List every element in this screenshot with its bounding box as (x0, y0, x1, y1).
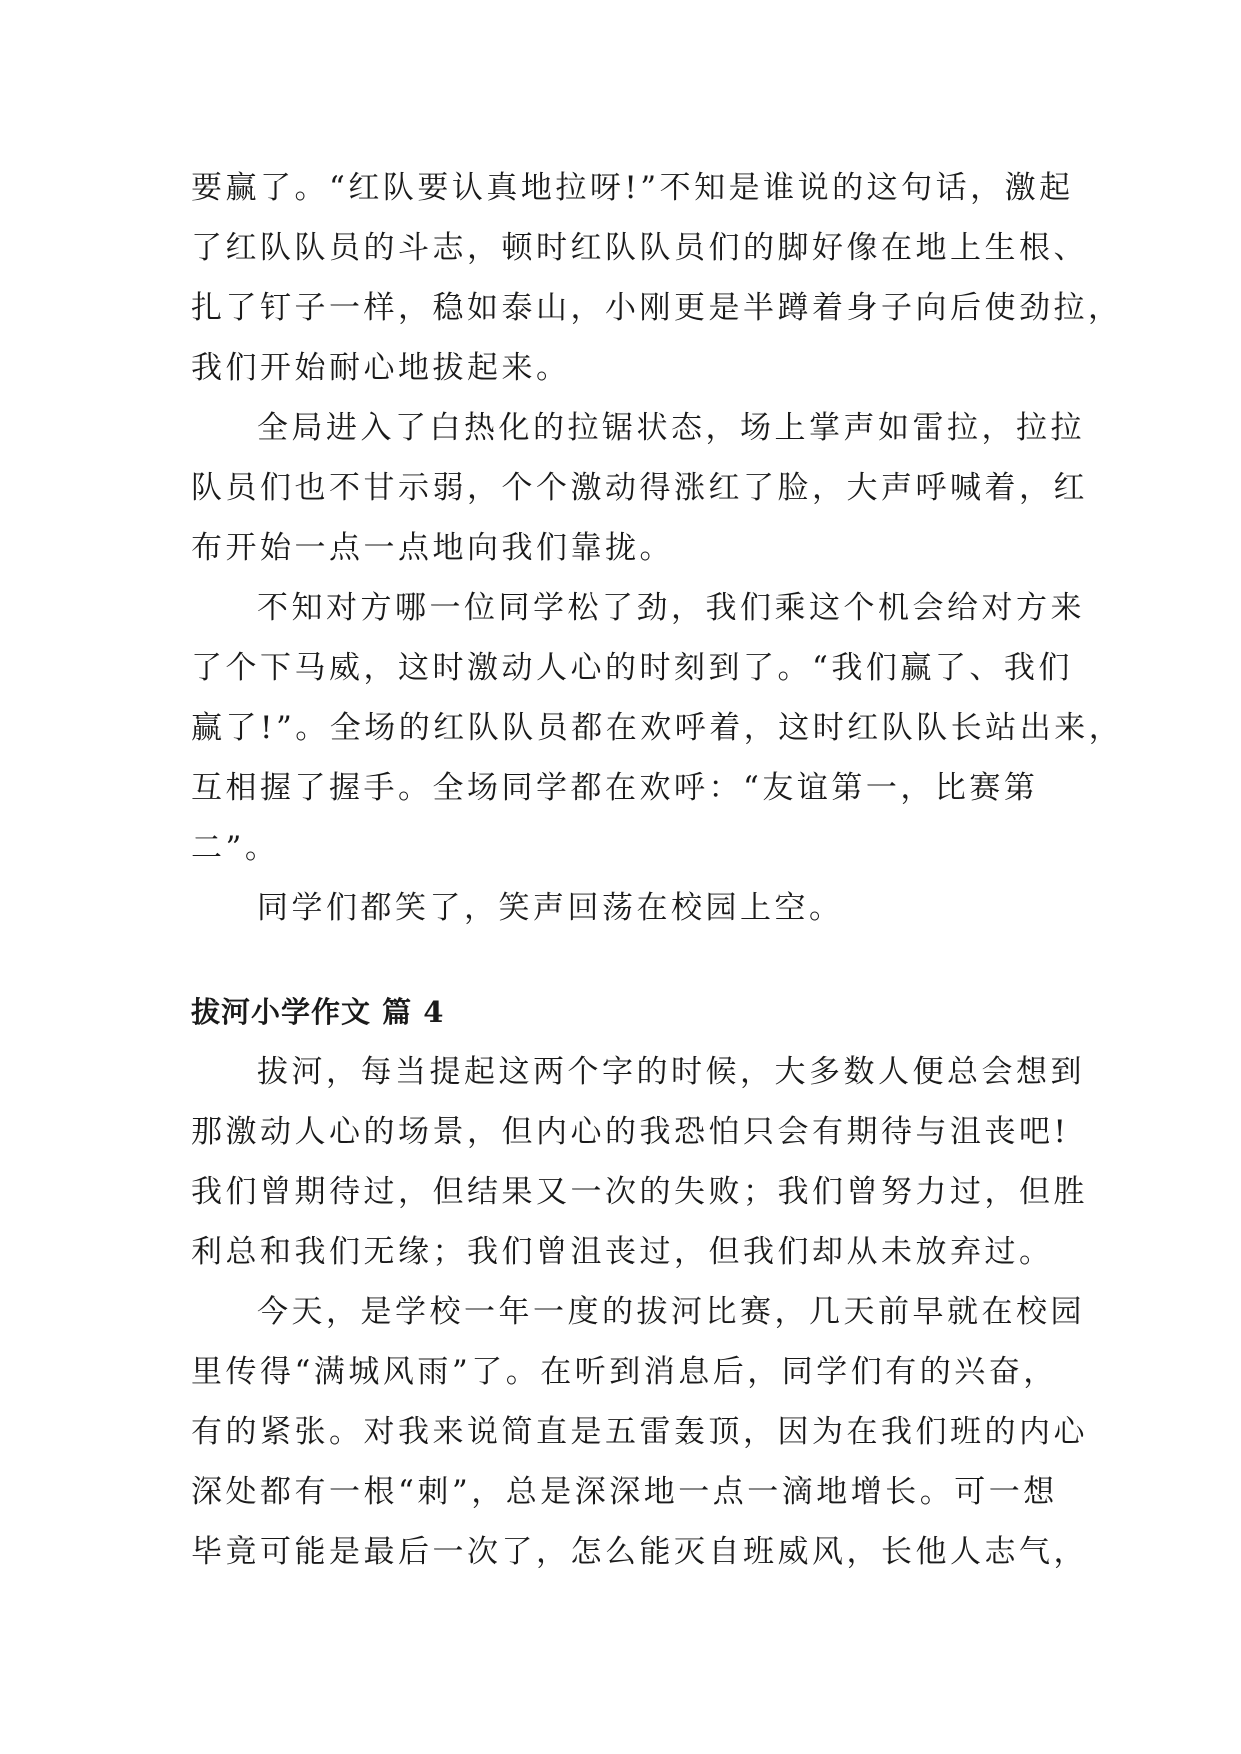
text-line: 里传得“满城风雨”了。在听到消息后，同学们有的兴奋， (191, 1354, 1058, 1390)
text-line: 那激动人心的场景，但内心的我恐怕只会有期待与沮丧吧! (191, 1114, 1070, 1150)
text-line: 不知对方哪一位同学松了劲，我们乘这个机会给对方来 (257, 590, 1085, 626)
text-line: 二”。 (191, 830, 280, 866)
text-line: 利总和我们无缘；我们曾沮丧过，但我们却从未放弃过。 (191, 1234, 1054, 1270)
paragraph (191, 1042, 1088, 1282)
text-line: 了个下马威，这时激动人心的时刻到了。“我们赢了、我们 (191, 650, 1073, 686)
text-line: 深处都有一根“刺”，总是深深地一点一滴地增长。可一想 (191, 1474, 1058, 1510)
article-title: 拔河小学作文 篇 4 (191, 995, 445, 1029)
text-line: 我们开始耐心地拔起来。 (191, 350, 571, 386)
text-line: 今天，是学校一年一度的拔河比赛，几天前早就在校园 (257, 1294, 1085, 1330)
paragraph (191, 158, 1123, 398)
text-line: 队员们也不甘示弱，个个激动得涨红了脸，大声呼喊着，红 (191, 470, 1088, 506)
paragraph (191, 878, 1051, 938)
paragraph (191, 398, 1088, 578)
paragraph (191, 1282, 1088, 1582)
text-line: 了红队队员的斗志，顿时红队队员们的脚好像在地上生根、 (191, 230, 1088, 266)
section-gap (191, 938, 1051, 982)
text-line: 拔河，每当提起这两个字的时候，大多数人便总会想到 (257, 1054, 1085, 1090)
document-page (191, 158, 1124, 1582)
text-line: 布开始一点一点地向我们靠拢。 (191, 530, 674, 566)
text-line: 同学们都笑了，笑声回荡在校园上空。 (257, 890, 844, 926)
text-line: 赢了!”。全场的红队队员都在欢呼着，这时红队队长站出来， (191, 710, 1124, 746)
text-line: 扎了钉子一样，稳如泰山，小刚更是半蹲着身子向后使劲拉， (191, 290, 1123, 326)
text-line: 全局进入了白热化的拉锯状态，场上掌声如雷拉，拉拉 (257, 410, 1085, 446)
text-line: 有的紧张。对我来说简直是五雷轰顶，因为在我们班的内心 (191, 1414, 1088, 1450)
text-line: 毕竟可能是最后一次了，怎么能灭自班威风，长他人志气， (191, 1534, 1088, 1570)
text-line: 互相握了握手。全场同学都在欢呼：“友谊第一，比赛第 (191, 770, 1039, 806)
paragraph (191, 578, 1124, 878)
text-line: 我们曾期待过，但结果又一次的失败；我们曾努力过，但胜 (191, 1174, 1088, 1210)
text-line: 要赢了。“红队要认真地拉呀!”不知是谁说的这句话，激起 (191, 170, 1074, 206)
